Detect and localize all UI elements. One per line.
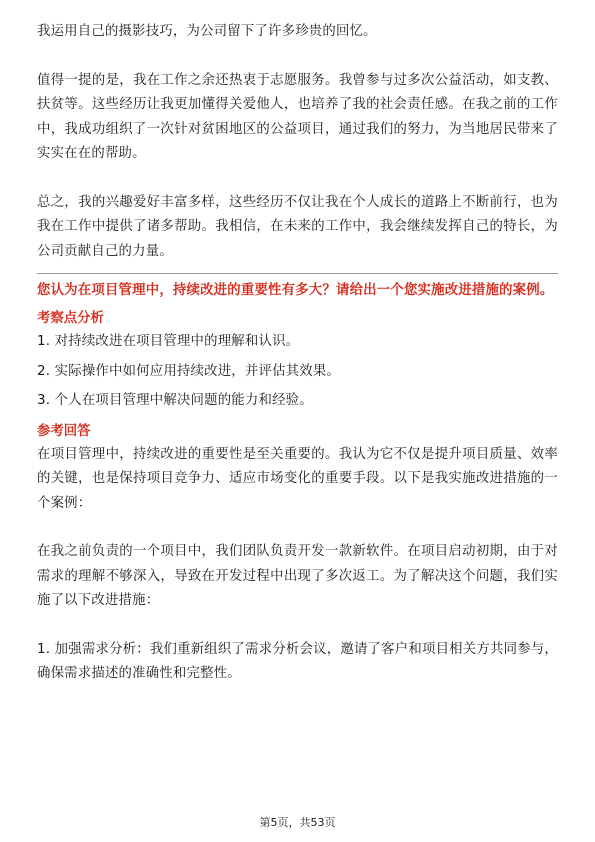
answer-paragraph-1: 在项目管理中，持续改进的重要性是至关重要的。我认为它不仅是提升项目质量、效率的关键，也是保持项目竞争力、适应市场变化的重要手段。以下是我实施改进措施的一个案例： <box>37 446 558 511</box>
analysis-item-1: 1. 对持续改进在项目管理中的理解和认识。 <box>37 334 300 349</box>
section-divider <box>37 273 558 274</box>
analysis-item-3: 3. 个人在项目管理中解决问题的能力和经验。 <box>37 393 313 408</box>
intro-paragraph-3: 总之，我的兴趣爱好丰富多样，这些经历不仅让我在个人成长的道路上不断前行，也为我在工作中提供了诸多帮助。我相信，在未来的工作中，我会继续发挥自己的特长，为公司贡献自己的力量。 <box>37 194 558 259</box>
answer-paragraph-2: 在我之前负责的一个项目中，我们团队负责开发一款新软件。在项目启动初期，由于对需求的理解不够深入，导致在开发过程中出现了多次返工。为了解决这个问题，我们实施了以下改进措施： <box>37 544 558 608</box>
answer-title: 参考回答 <box>37 423 91 439</box>
page-content <box>37 20 558 687</box>
answer-paragraph-3: 1. 加强需求分析：我们重新组织了需求分析会议，邀请了客户和项目相关方共同参与，确保需求描述的准确性和完整性。 <box>37 641 558 681</box>
analysis-item-2: 2. 实际操作中如何应用持续改进，并评估其效果。 <box>37 363 341 379</box>
analysis-title: 考察点分析 <box>37 311 104 326</box>
question-heading: 您认为在项目管理中，持续改进的重要性有多大？请给出一个您实施改进措施的案例。 <box>37 283 554 298</box>
page-number: 第5页，共53页 <box>259 816 336 829</box>
intro-paragraph-2: 值得一提的是，我在工作之余还热衷于志愿服务。我曾参与过多次公益活动，如支教、扶贫等。这些经历让我更加懂得关爱他人，也培养了我的社会责任感。在我之前的工作中，我成功组织了一次针对贫困地区的公益项目，通过我们的努力，为当地居民带来了实实在在的帮助。 <box>37 72 558 161</box>
intro-paragraph-1: 我运用自己的摄影技巧，为公司留下了许多珍贵的回忆。 <box>37 24 377 39</box>
